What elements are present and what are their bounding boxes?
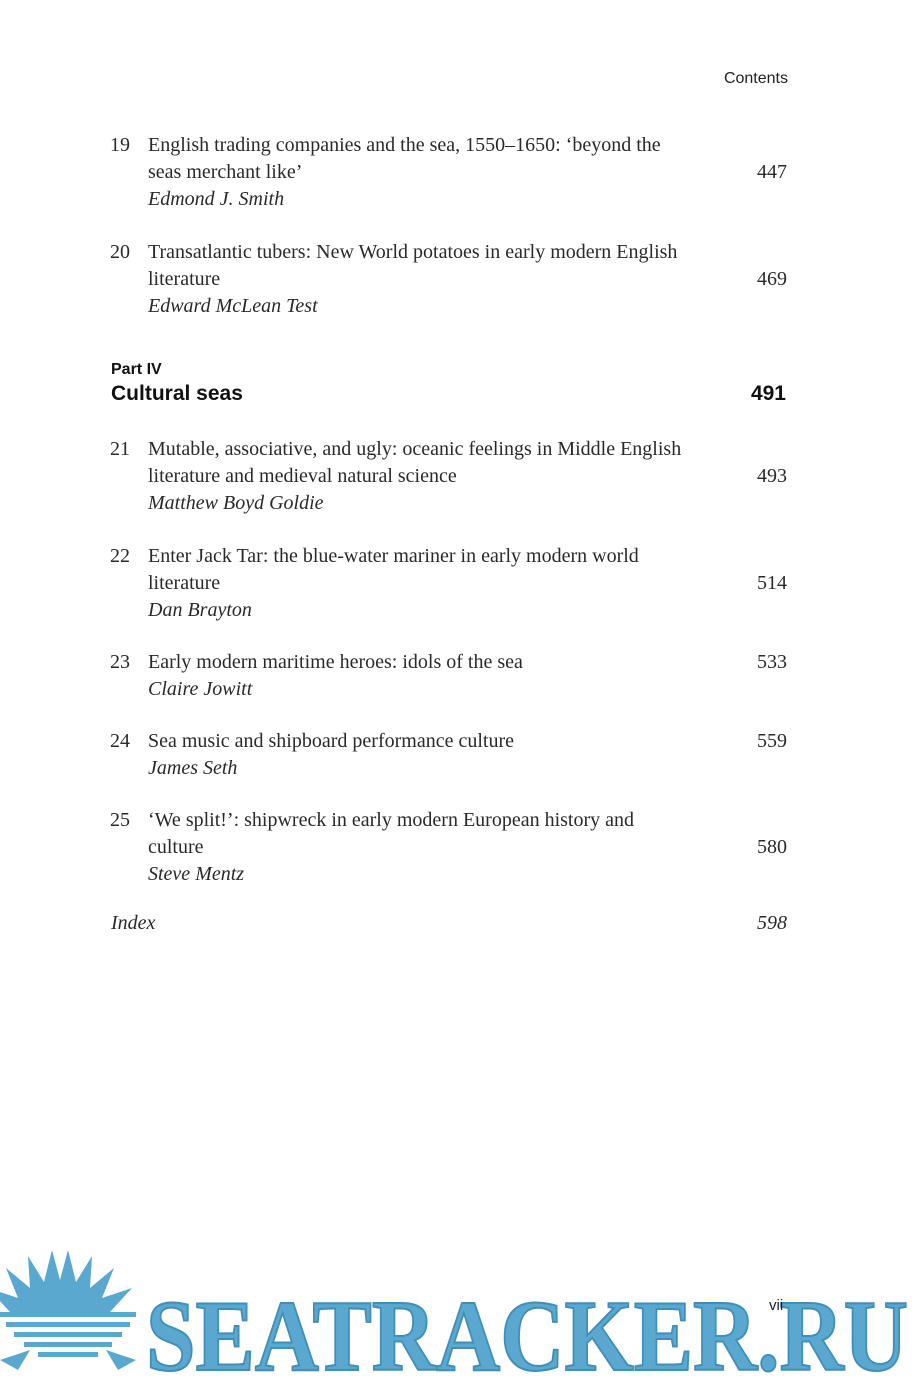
chapter-author: Claire Jowitt xyxy=(148,678,253,700)
chapter-title: Transatlantic tubers: New World potatoes in early modern English literature xyxy=(148,241,678,290)
toc-entry[interactable] xyxy=(110,543,787,624)
toc-entry[interactable] xyxy=(110,728,787,782)
chapter-title: Sea music and shipboard performance culture xyxy=(148,730,514,752)
chapter-page: 580 xyxy=(757,836,787,858)
chapter-page: 447 xyxy=(757,161,787,183)
chapter-title: Enter Jack Tar: the blue-water mariner in early modern world literature xyxy=(148,545,639,594)
toc-index-entry[interactable] xyxy=(111,912,787,935)
chapter-number: 19 xyxy=(110,134,130,156)
chapter-page: 533 xyxy=(757,651,787,673)
sun-icon xyxy=(0,1250,136,1370)
chapter-author: Matthew Boyd Goldie xyxy=(148,492,324,514)
page-folio: vii xyxy=(769,1297,784,1314)
part-label: Part IV xyxy=(111,361,162,378)
running-header: Contents xyxy=(723,70,788,87)
chapter-number: 22 xyxy=(110,545,130,567)
toc-entry[interactable] xyxy=(110,132,787,213)
chapter-page: 493 xyxy=(757,465,787,487)
chapter-number: 23 xyxy=(110,651,130,673)
chapter-number: 24 xyxy=(110,730,130,752)
chapter-author: James Seth xyxy=(148,757,238,779)
index-page: 598 xyxy=(757,912,787,934)
toc-entry[interactable] xyxy=(110,436,787,517)
chapter-author: Dan Brayton xyxy=(148,599,252,621)
chapter-author: Edmond J. Smith xyxy=(148,188,285,210)
toc-entry[interactable] xyxy=(110,807,787,888)
part-title[interactable]: Cultural seas xyxy=(111,382,243,405)
index-label: Index xyxy=(111,912,156,934)
chapter-author: Steve Mentz xyxy=(148,863,245,885)
chapter-author: Edward McLean Test xyxy=(148,295,318,317)
chapter-number: 20 xyxy=(110,241,130,263)
chapter-number: 25 xyxy=(110,809,130,831)
chapter-page: 514 xyxy=(757,572,787,594)
chapter-title: ‘We split!’: shipwreck in early modern European history and culture xyxy=(148,809,635,858)
chapter-number: 21 xyxy=(110,438,130,460)
toc-entry[interactable] xyxy=(110,239,787,320)
chapter-title: English trading companies and the sea, 1550–1650: ‘beyond the seas merchant like’ xyxy=(148,134,661,183)
chapter-title: Early modern maritime heroes: idols of the sea xyxy=(148,651,523,673)
chapter-page: 559 xyxy=(757,730,787,752)
chapter-page: 469 xyxy=(757,268,787,290)
chapter-title: Mutable, associative, and ugly: oceanic feelings in Middle English literature and medieval natural science xyxy=(148,438,682,487)
toc-entry[interactable] xyxy=(110,649,787,703)
watermark-text: SEATRACKER.RU xyxy=(146,1280,908,1381)
part-page: 491 xyxy=(750,382,786,405)
